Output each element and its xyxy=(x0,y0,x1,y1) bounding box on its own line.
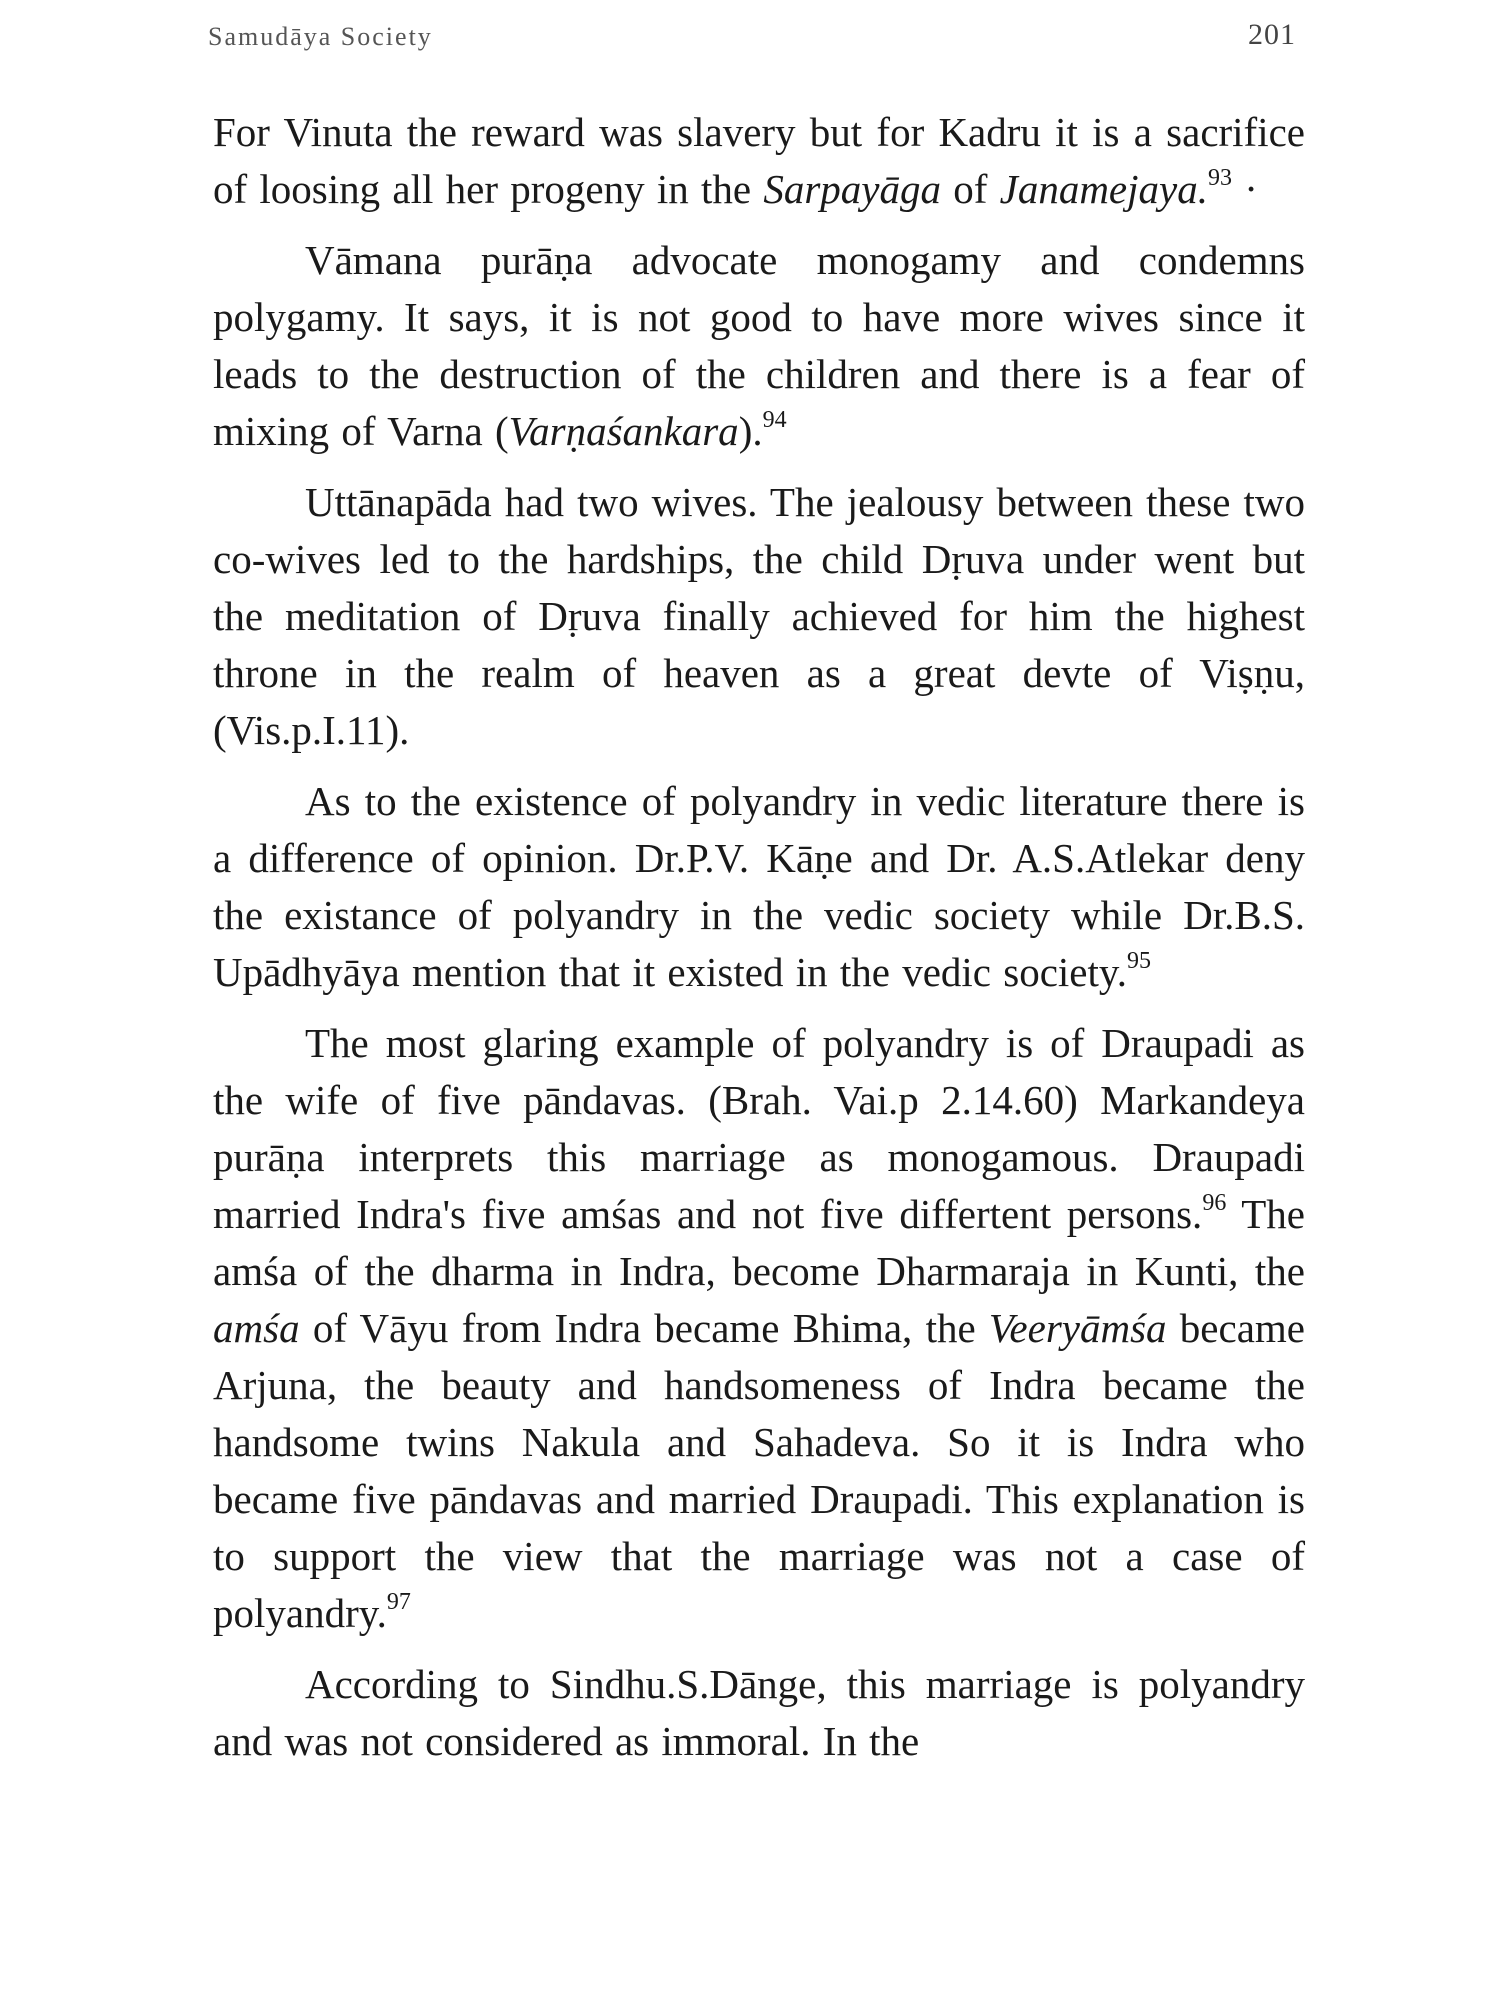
footnote-ref-94: 94 xyxy=(762,407,787,433)
page-number: 201 xyxy=(1248,18,1296,51)
running-head: Samudāya Society xyxy=(208,22,433,51)
footnote-ref-93: 93 xyxy=(1207,165,1232,191)
paragraph-5: The most glaring example of polyandry is of Draupadi as the wife of five pāndavas. (Brah. Vai.p 2.14.60) Markandeya purāṇa interprets this marriage as monogamous. Draupadi married Indra's five amśas and not five differtent persons.$^{96}$ The amśa of the dharma in Indra, become Dharmaraja in Kunti, the amśa of Vāyu from Indra became Bhima, the Veeryāmśa became Arjuna, the beauty and handsomeness of Indra became the handsome twins Nakula and Sahadeva. So it is Indra who became five pāndavas and married Draupadi. This explanation is to support the view that the marriage was not a case of polyandry.$^{97}$ xyxy=(213,1020,1305,1636)
page-header xyxy=(208,14,1296,58)
footnote-ref-97: 97 xyxy=(386,1589,411,1615)
footnote-ref-96: 96 xyxy=(1202,1190,1227,1216)
paragraph-4: As to the existence of polyandry in vedic literature there is a difference of opinion. Dr.P.V. Kāṇe and Dr. A.S.Atlekar deny the existance of polyandry in the vedic society while Dr.B.S. Upādhyāya mention that it existed in the vedic society.$^{95}$ xyxy=(213,778,1305,995)
body-text xyxy=(213,104,1305,1784)
paragraph-1: For Vinuta the reward was slavery but for Kadru it is a sacrifice of loosing all her progeny in the Sarpayāga of Janamejaya.$^{93}$ · xyxy=(213,109,1305,212)
paragraph-2: Vāmana purāṇa advocate monogamy and condemns polygamy. It says, it is not good to have more wives since it leads to the destruction of the children and there is a fear of mixing of Varna (Varṇaśankara).$^{94}$ xyxy=(213,237,1305,454)
paragraph-6: According to Sindhu.S.Dānge, this marriage is polyandry and was not considered as immoral. In the xyxy=(213,1661,1305,1764)
footnote-ref-95: 95 xyxy=(1126,948,1151,974)
paragraph-3: Uttānapāda had two wives. The jealousy between these two co-wives led to the hardships, the child Dṛuva under went but the meditation of Dṛuva finally achieved for him the highest throne in the realm of heaven as a great devte of Viṣṇu, (Vis.p.I.11). xyxy=(213,479,1305,753)
